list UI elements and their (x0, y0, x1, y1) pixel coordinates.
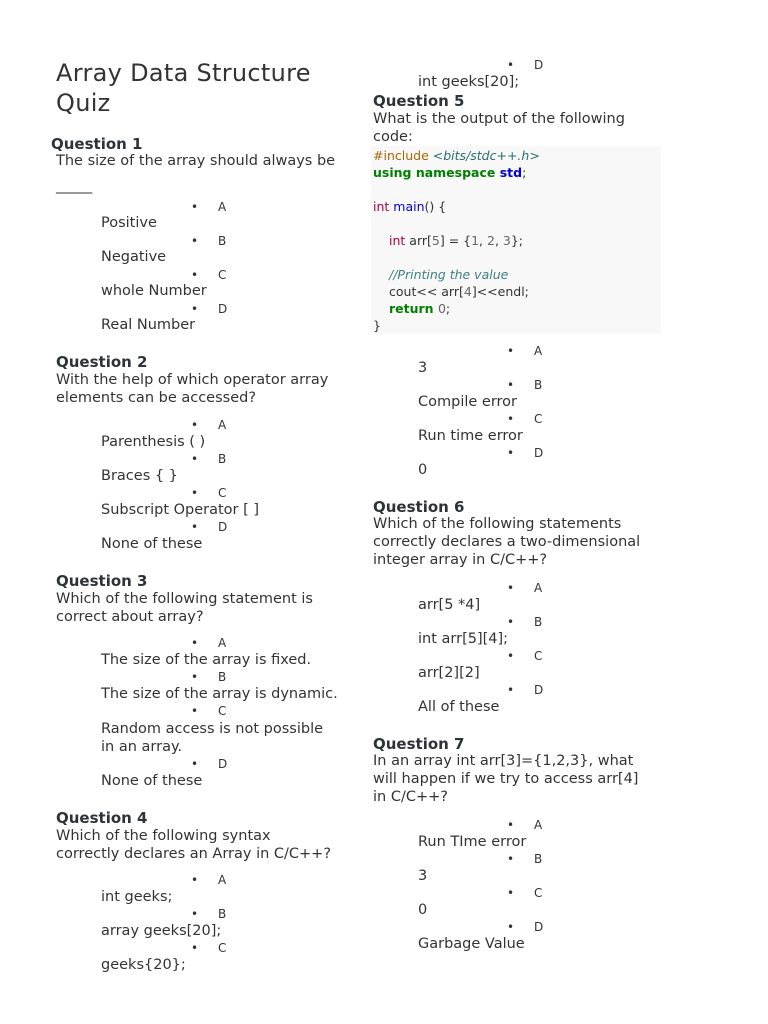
code-line-namespace: using namespace std; (373, 165, 527, 180)
question-6-option-b-letter: • B (534, 615, 542, 629)
question-5-option-b[interactable]: Compile error (418, 394, 518, 410)
question-7-option-a[interactable]: Run TIme error (418, 834, 527, 850)
question-3-option-d[interactable]: None of these (101, 773, 203, 789)
question-1-option-c[interactable]: whole Number (101, 283, 207, 299)
code-line-main: int main() { (373, 199, 447, 214)
page-title-line-2: Quiz (56, 89, 111, 117)
question-6-option-d-letter: • D (534, 683, 543, 697)
question-2-option-c[interactable]: Subscript Operator [ ] (101, 502, 260, 518)
question-4-option-b[interactable]: array geeks[20]; (101, 923, 222, 939)
question-2-option-d[interactable]: None of these (101, 536, 203, 552)
page-title-line-1: Array Data Structure (56, 59, 311, 87)
question-6-text-line-2: correctly declares a two-dimensional (373, 534, 641, 550)
question-5-option-d-letter: • D (534, 446, 543, 460)
question-3-option-d-letter: • D (218, 757, 227, 771)
question-7-text-line-2: will happen if we try to access arr[4] (373, 771, 639, 787)
question-7-option-b-letter: • B (534, 852, 542, 866)
question-7-option-b[interactable]: 3 (418, 868, 428, 884)
question-3-option-c-letter: • C (218, 704, 226, 718)
question-2-option-a[interactable]: Parenthesis ( ) (101, 434, 206, 450)
question-1-text-line-1: The size of the array should always be (56, 153, 336, 169)
question-2-text-line-2: elements can be accessed? (56, 390, 257, 406)
question-4-text-line-2: correctly declares an Array in C/C++? (56, 846, 332, 862)
question-3-heading: Question 3 (56, 572, 148, 590)
question-4-option-b-letter: • B (218, 907, 226, 921)
question-1-option-b-letter: • B (218, 234, 226, 248)
question-4-option-a[interactable]: int geeks; (101, 889, 173, 905)
question-7-option-d[interactable]: Garbage Value (418, 936, 525, 952)
question-5-option-c[interactable]: Run time error (418, 428, 523, 444)
question-6-option-c[interactable]: arr[2][2] (418, 665, 480, 681)
question-7-option-d-letter: • D (534, 920, 543, 934)
question-5-heading: Question 5 (373, 92, 465, 110)
question-4-option-d-letter: • D (534, 58, 543, 72)
question-4-option-d[interactable]: int geeks[20]; (418, 74, 520, 90)
question-5-text-line-1: What is the output of the following (373, 111, 625, 127)
question-6-option-b[interactable]: int arr[5][4]; (418, 631, 509, 647)
question-2-heading: Question 2 (56, 353, 148, 371)
code-line-include: #include <bits/stdc++.h> (373, 148, 540, 163)
question-3-option-c-line-1[interactable]: Random access is not possible (101, 721, 324, 737)
question-1-option-d[interactable]: Real Number (101, 317, 196, 333)
question-3-text-line-2: correct about array? (56, 609, 204, 625)
code-line-array-decl: int arr[5] = {1, 2, 3}; (389, 233, 524, 248)
question-3-option-a-letter: • A (218, 636, 226, 650)
question-4-option-a-letter: • A (218, 873, 226, 887)
question-1-option-a-letter: • A (218, 200, 226, 214)
question-2-option-a-letter: • A (218, 418, 226, 432)
question-4-option-c[interactable]: geeks{20}; (101, 957, 186, 973)
question-1-option-a[interactable]: Positive (101, 215, 157, 231)
question-5-text-line-2: code: (373, 129, 413, 145)
question-6-option-a[interactable]: arr[5 *4] (418, 597, 481, 613)
question-5-option-a[interactable]: 3 (418, 360, 428, 376)
question-7-heading: Question 7 (373, 735, 465, 753)
question-5-option-b-letter: • B (534, 378, 542, 392)
code-line-cout: cout<< arr[4]<<endl; (389, 284, 529, 299)
question-7-text-line-1: In an array int arr[3]={1,2,3}, what (373, 753, 634, 769)
question-6-text-line-3: integer array in C/C++? (373, 552, 548, 568)
question-2-option-c-letter: • C (218, 486, 226, 500)
question-5-option-a-letter: • A (534, 344, 542, 358)
question-3-option-b-letter: • B (218, 670, 226, 684)
question-7-option-c[interactable]: 0 (418, 902, 428, 918)
code-line-comment: //Printing the value (389, 267, 509, 282)
question-1-option-c-letter: • C (218, 268, 226, 282)
code-line-close: } (373, 318, 381, 333)
question-4-heading: Question 4 (56, 809, 148, 827)
question-6-option-a-letter: • A (534, 581, 542, 595)
question-6-option-c-letter: • C (534, 649, 542, 663)
question-1-option-d-letter: • D (218, 302, 227, 316)
question-3-option-a[interactable]: The size of the array is fixed. (101, 652, 312, 668)
question-2-text-line-1: With the help of which operator array (56, 372, 329, 388)
question-6-option-d[interactable]: All of these (418, 699, 500, 715)
question-5-option-d[interactable]: 0 (418, 462, 428, 478)
question-7-option-a-letter: • A (534, 818, 542, 832)
question-2-option-b-letter: • B (218, 452, 226, 466)
question-2-option-d-letter: • D (218, 520, 227, 534)
question-3-option-c-line-2[interactable]: in an array. (101, 739, 183, 755)
question-4-text-line-1: Which of the following syntax (56, 828, 271, 844)
question-7-option-c-letter: • C (534, 886, 542, 900)
question-6-text-line-1: Which of the following statements (373, 516, 622, 532)
code-line-return: return 0; (389, 301, 451, 316)
question-1-text-line-2: _____ (56, 178, 93, 194)
question-1-heading: Question 1 (51, 135, 143, 153)
question-1-option-b[interactable]: Negative (101, 249, 167, 265)
question-7-text-line-3: in C/C++? (373, 789, 448, 805)
question-5-option-c-letter: • C (534, 412, 542, 426)
question-6-heading: Question 6 (373, 498, 465, 516)
question-3-option-b[interactable]: The size of the array is dynamic. (101, 686, 338, 702)
question-3-text-line-1: Which of the following statement is (56, 591, 313, 607)
question-2-option-b[interactable]: Braces { } (101, 468, 178, 484)
question-4-option-c-letter: • C (218, 941, 226, 955)
